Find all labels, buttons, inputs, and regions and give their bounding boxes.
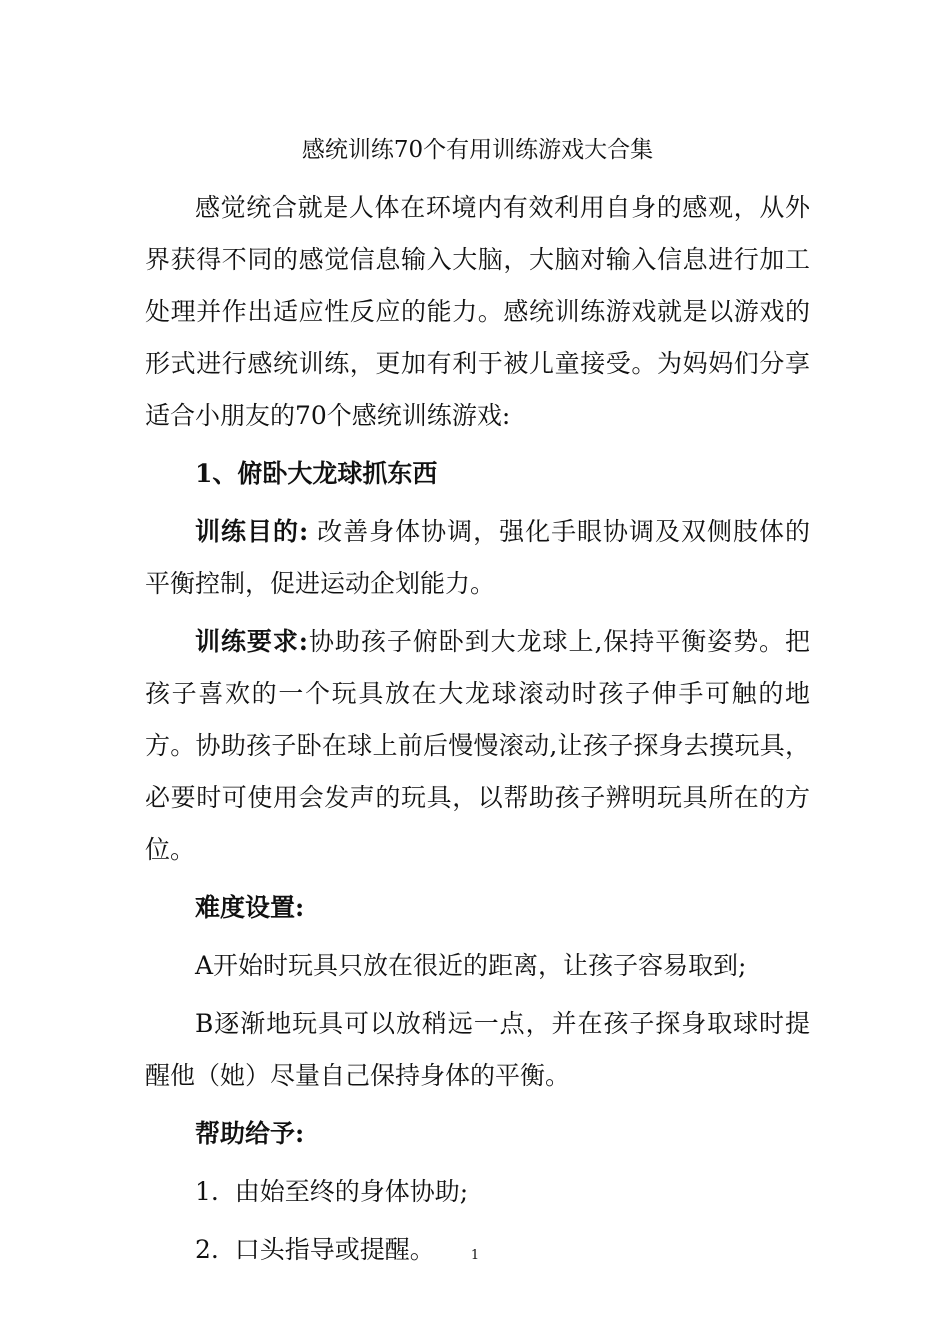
difficulty-label: 难度设置: (195, 893, 305, 922)
training-requirement-label: 训练要求: (195, 627, 309, 656)
help-item-2: 2. 口头指导或提醒。 (195, 1235, 435, 1264)
difficulty-item-b: B逐渐地玩具可以放稍远一点，并在孩子探身取球时提醒他（她）尽量自己保持身体的平衡。 (145, 1009, 810, 1090)
document-body (145, 128, 810, 1276)
difficulty-item-a: A开始时玩具只放在很近的距离，让孩子容易取到; (195, 951, 747, 980)
training-goal-label: 训练目的: (195, 517, 309, 546)
section-heading: 1、俯卧大龙球抓东西 (195, 459, 438, 488)
document-title: 感统训练70个有用训练游戏大合集 (301, 137, 654, 163)
training-goal-paragraph (145, 506, 810, 610)
training-requirement-paragraph (145, 616, 810, 876)
training-requirement-text: 协助孩子俯卧到大龙球上,保持平衡姿势。把孩子喜欢的一个玩具放在大龙球滚动时孩子伸手可触的地方。协助孩子卧在球上前后慢慢滚动,让孩子探身去摸玩具，必要时可使用会发声的玩具，以帮助孩子辨明玩具所在的方位。 (145, 627, 810, 864)
page-number: 1 (470, 1248, 480, 1263)
training-goal-text: 改善身体协调，强化手眼协调及双侧肢体的平衡控制，促进运动企划能力。 (145, 517, 810, 598)
intro-paragraph: 感觉统合就是人体在环境内有效利用自身的感观，从外界获得不同的感觉信息输入大脑，大脑对输入信息进行加工处理并作出适应性反应的能力。感统训练游戏就是以游戏的形式进行感统训练，更加有利于被儿童接受。为妈妈们分享适合小朋友的70个感统训练游戏: (145, 193, 810, 430)
help-item-1: 1. 由始至终的身体协助; (195, 1177, 469, 1206)
help-label: 帮助给予: (195, 1119, 305, 1148)
